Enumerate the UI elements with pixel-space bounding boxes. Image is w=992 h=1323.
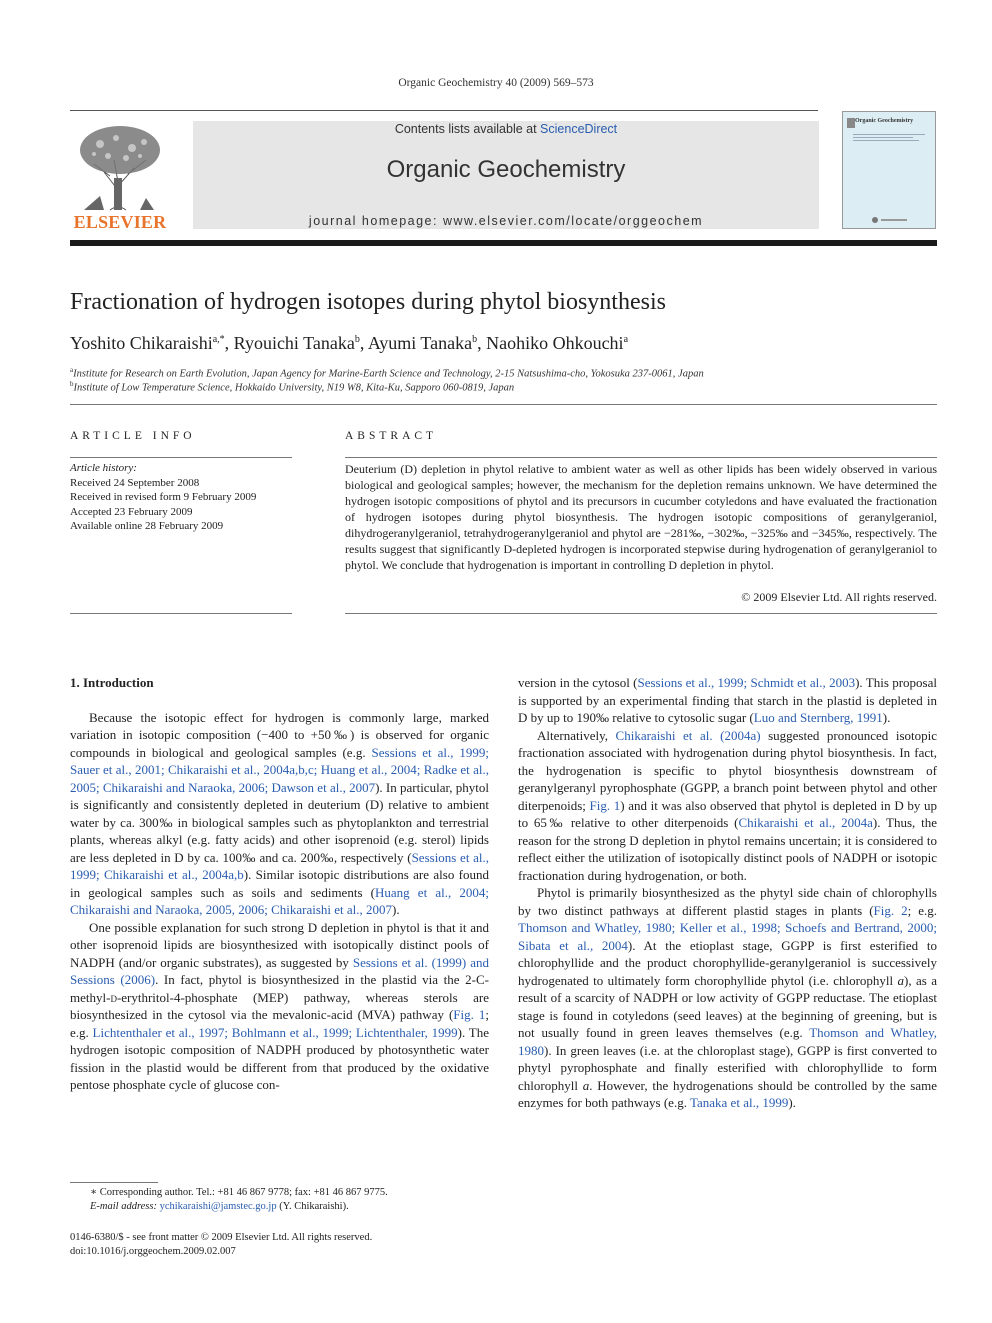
affiliation [70,380,514,394]
online-date: Available online 28 February 2009 [70,520,224,532]
cover-logo-icon [847,118,855,128]
issn-line: 0146-6380/$ - see front matter © 2009 Elsevier Ltd. All rights reserved. [70,1232,373,1243]
journal-cover-thumbnail [842,111,936,229]
author-sup: a [623,334,629,345]
author-name[interactable]: Ryouichi Tanaka [233,333,355,353]
accepted-date: Accepted 23 February 2009 [70,505,193,518]
body-paragraph: Because the isotopic effect for hydrogen is commonly large, marked variation in isotopic composition (−400 to +50‰) is observed for organic compounds in biological and geological samples (e.g. Sessions et al., 1999; Sauer et al., 2001; Chikaraishi et al., 2004a,b,c; Huang et al., 2004; Radke et al., 2005; Chikaraishi and Naraoka, 2006; Dawson et al., 2007). In particular, phytol is significantly and consistently depleted in deuterium (D) relative to ambient water by ca. 300‰ in biological samples such as phytoplankton and terrestrial plants, whereas alkyl (e.g. fatty acids) and other isoprenoid (e.g. sterol) lipids are less depleted in D by ca. 100‰ and ca. 200‰, respectively (Sessions et al., 1999; Chikaraishi et al., 2004a,b). Similar isotopic distributions are also found in geological samples such as soils and sediments (Huang et al., 2004; Chikaraishi and Naraoka, 2005, 2006; Chikaraishi et al., 2007). [70,709,489,917]
body-column-right [518,674,937,1112]
abstract-copyright: © 2009 Elsevier Ltd. All rights reserved. [741,590,937,604]
abstract-rule [345,457,937,458]
corresponding-text: Corresponding author. Tel.: +81 46 867 9778; fax: +81 46 867 9775. [99,1187,388,1198]
footnote-rule [70,1182,158,1183]
author-sup: b [354,334,360,345]
article-history [70,461,292,534]
body-column-left [70,674,489,1094]
journal-title: Organic Geochemistry [386,156,626,183]
author-name[interactable]: Naohiko Ohkouchi [486,333,624,353]
issn-block [70,1231,489,1259]
sciencedirect-link[interactable]: ScienceDirect [540,122,618,136]
contents-prefix: Contents lists available at [394,122,541,136]
contents-line [193,122,819,136]
email-label: E-mail address: [90,1201,157,1212]
author-sup: a,* [212,334,225,345]
email-link[interactable]: ychikaraishi@jamstec.go.jp [159,1201,277,1212]
body-paragraph: Phytol is primarily biosynthesized as the phytyl side chain of chlorophylls by two distinct pathways at different plastid stages in plants (Fig. 2; e.g. Thomson and Whatley, 1980; Keller et al., 1998; Schoefs and Bertrand, 2000; Sibata et al., 2004). At the etioplast stage, GGPP is first esterified to chlorophyllide and the product chorophyllide-geranylgeraniol is successively hydrogenated to ultimately form chorophyllide phytol (i.e. chlorophyll a), as a result of a scarcity of NADPH or low activity of GGPP reductase. The etioplast stage is found in cotyledons (seed leaves) at the beginning of greening, but is not usually found in green leaves themselves (e.g. Thomson and Whatley, 1980). In green leaves (i.e. at the chloroplast stage), GGPP is first converted to phytyl pyrophosphate and finally esterified with chlorophyllide to form chlorophyll a. However, the hydrogenations should be controlled by the same enzymes for both pathways (e.g. Tanaka et al., 1999). [518,885,937,1110]
history-label: Article history: [70,462,137,474]
author-list: Yoshito Chikaraishi$^{a,*}$, Ryouichi Tanaka$^b$, Ayumi Tanaka$^b$, Naohiko Ohkouchi$^a$ [70,333,629,353]
abstract-text: Deuterium (D) depletion in phytol relative to ambient water as well as other lipids has been widely observed in various biological and geological samples; however, the mechanism for the depletion remains unknown. We have determined the hydrogen isotopic compositions of phytol and its precursors in cucumber cotyledons and have evaluated the fractionation of hydrogen isotopes during phytol biosynthesis. The hydrogen isotopic compositions of geranylgeraniol, dihydrogeranylgeraniol, tetrahydrogeranylgeraniol and phytol are −281‰, −302‰, −325‰ and −345‰, respectively. The results suggest that significantly D-depleted hydrogen is incorporated stepwise during hydrogenation of geranylgeraniol to phytol. We conclude that hydrogenation is important in controlling D depletion in phytol. [345,462,937,572]
author-sup: b [472,334,478,345]
article-title: Fractionation of hydrogen isotopes during phytol biosynthesis [70,289,666,315]
article-info-heading: ARTICLE INFO [70,430,196,442]
received-date: Received 24 September 2008 [70,476,200,489]
header-thick-rule [70,240,937,246]
cover-title: Organic Geochemistry [855,118,914,124]
section-heading: 1. Introduction [70,675,154,690]
footnotes [70,1186,489,1214]
abstract-heading: ABSTRACT [345,430,438,442]
email-owner: (Y. Chikaraishi). [279,1201,349,1212]
header-rule [70,110,818,111]
article-info-rule [70,613,292,614]
cover-publisher-icon [869,216,909,224]
journal-homepage[interactable]: journal homepage: www.elsevier.com/locate/orggeochem [308,214,704,228]
running-head: Organic Geochemistry 40 (2009) 569–573 [398,77,594,89]
corresponding-author-note: ∗ Corresponding author. Tel.: +81 46 867 9778; fax: +81 46 867 9775. [90,1187,388,1198]
affiliation [70,366,704,380]
body-paragraph: version in the cytosol (Sessions et al., 1999; Schmidt et al., 2003). This proposal is supported by an experimental finding that starch in the plastid is depleted in D by up to 190‰ relative to cytosolic sugar (Luo and Sternberg, 1991). [518,675,937,725]
affiliation-text: Institute of Low Temperature Science, Hokkaido University, N19 W8, Kita-Ku, Sapporo 060-0819, Japan [73,382,515,394]
author-name[interactable]: Yoshito Chikaraishi [70,333,213,353]
article-info-rule [70,457,292,458]
affiliation-sup: a [70,366,74,374]
affiliation-sup: b [70,380,74,388]
body-paragraph: One possible explanation for such strong D depletion in phytol is that it and other isoprenoid lipids are biosynthesized with isotopically distinct pools of NADPH (and/or organic substrates), as suggested by Sessions et al. (1999) and Sessions (2006). In fact, phytol is biosynthesized in the plastid via the 2-C-methyl-d-erythritol-4-phosphate (MEP) pathway, whereas sterols are biosynthesized in the cytosol via the mevalonic-acid (MVA) pathway (Fig. 1; e.g. Lichtenthaler et al., 1997; Bohlmann et al., 1999; Lichtenthaler, 1999). The hydrogen isotopic composition of NADPH produced by photosynthetic water fission in the plastid would be different from that produced by the oxidative pentose phosphate cycle of glucose con- [70,919,490,1092]
affiliation-rule [70,404,937,405]
affiliation-text: Institute for Research on Earth Evolution, Japan Agency for Marine-Earth Science and Technology, 2-15 Natsushima-cho, Yokosuka 237-0061, Japan [73,368,704,380]
cover-text-lines [853,134,925,142]
revised-date: Received in revised form 9 February 2009 [70,491,257,503]
elsevier-wordmark: ELSEVIER [73,212,167,232]
email-note [70,1200,489,1214]
author-name[interactable]: Ayumi Tanaka [367,333,473,353]
doi-line[interactable]: doi:10.1016/j.orggeochem.2009.02.007 [70,1246,236,1257]
abstract-rule [345,613,937,614]
body-paragraph: Alternatively, Chikaraishi et al. (2004a) suggested pronounced isotopic fractionation associated with hydrogenation during phytol biosynthesis. In fact, the hydrogenation is specific to phytol biosynthesis downstream of geranylgeranyl pyrophosphate (GGPP, a branch point between phytol and other diterpenoids; Fig. 1) and it was also observed that phytol is depleted in D by up to 65‰ relative to other diterpenoids (Chikaraishi et al., 2004a). Thus, the reason for the strong D depletion in phytol remains uncertain; it is considered to reflect either the utilization of isotopically distinct pools of NADPH or isotopic fractionation during hydrogenation, or both. [518,727,937,883]
